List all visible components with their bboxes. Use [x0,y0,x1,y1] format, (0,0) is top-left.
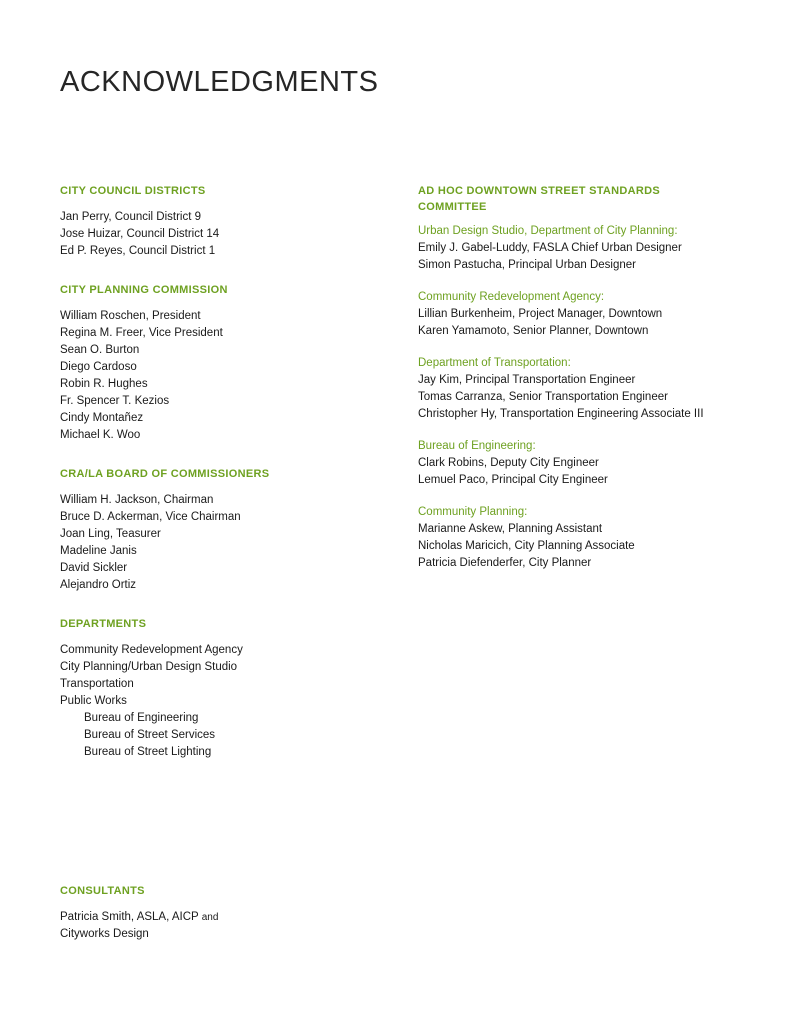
board-member: Joan Ling, Teasurer [60,528,161,540]
group-member: Marianne Askew, Planning Assistant [418,523,603,535]
consultant-name: Patricia Smith, ASLA, AICP [60,911,199,923]
group-member: Emily J. Gabel-Luddy, FASLA Chief Urban Designer [418,242,682,254]
right-column [418,183,748,587]
department-sub-item: Bureau of Engineering [84,712,199,724]
group-member: Lemuel Paco, Principal City Engineer [418,474,608,486]
commission-member: Cindy Montañez [60,412,144,424]
commission-member: Robin R. Hughes [60,378,148,390]
committee-group-urban-design [418,223,748,274]
consultant-line [60,909,400,926]
group-title: Department of Transportation: [418,357,571,369]
group-member: Karen Yamamoto, Senior Planner, Downtown [418,325,649,337]
departments-heading: DEPARTMENTS [60,618,147,630]
council-member: Jose Huizar, Council District 14 [60,228,220,240]
board-member: Bruce D. Ackerman, Vice Chairman [60,511,241,523]
left-column [60,183,400,965]
commission-member: Sean O. Burton [60,344,140,356]
committee-heading-line2: COMMITTEE [418,201,487,213]
group-title: Bureau of Engineering: [418,440,536,452]
commission-member: Diego Cardoso [60,361,137,373]
council-member: Jan Perry, Council District 9 [60,211,202,223]
committee-group-cra [418,289,748,340]
planning-commission-heading: CITY PLANNING COMMISSION [60,284,228,296]
committee-heading [418,183,748,215]
group-member: Christopher Hy, Transportation Engineering Associate III [418,408,704,420]
group-member: Nicholas Maricich, City Planning Associate [418,540,635,552]
committee-group-community-planning [418,504,748,572]
spacer [60,783,400,883]
department-item: Public Works [60,695,127,707]
consultants-section [60,883,400,943]
committee-heading-line1: AD HOC DOWNTOWN STREET STANDARDS [418,185,661,197]
board-member: Madeline Janis [60,545,137,557]
department-sub-item: Bureau of Street Lighting [84,746,212,758]
department-item: Transportation [60,678,134,690]
group-title: Urban Design Studio, Department of City Planning: [418,225,678,237]
group-member: Jay Kim, Principal Transportation Engineer [418,374,636,386]
planning-commission-section [60,282,400,444]
board-member: William H. Jackson, Chairman [60,494,214,506]
group-member: Patricia Diefenderfer, City Planner [418,557,592,569]
page-title: ACKNOWLEDGMENTS [60,66,379,98]
cra-board-heading: CRA/LA BOARD OF COMMISSIONERS [60,468,270,480]
department-sub-item: Bureau of Street Services [84,729,216,741]
consultant-and: and [201,912,219,923]
commission-member: William Roschen, President [60,310,201,322]
board-member: Alejandro Ortiz [60,579,137,591]
committee-group-engineering [418,438,748,489]
group-member: Tomas Carranza, Senior Transportation Engineer [418,391,668,403]
committee-group-transportation [418,355,748,423]
department-item: Community Redevelopment Agency [60,644,243,656]
commission-member: Michael K. Woo [60,429,141,441]
cra-board-section [60,466,400,594]
city-council-heading: CITY COUNCIL DISTRICTS [60,185,206,197]
board-member: David Sickler [60,562,128,574]
council-member: Ed P. Reyes, Council District 1 [60,245,216,257]
group-member: Simon Pastucha, Principal Urban Designer [418,259,636,271]
consultants-heading: CONSULTANTS [60,885,145,897]
commission-member: Fr. Spencer T. Kezios [60,395,170,407]
consultant-firm: Cityworks Design [60,928,149,940]
city-council-section [60,183,400,260]
commission-member: Regina M. Freer, Vice President [60,327,223,339]
departments-section [60,616,400,761]
group-title: Community Planning: [418,506,528,518]
group-member: Lillian Burkenheim, Project Manager, Downtown [418,308,663,320]
group-member: Clark Robins, Deputy City Engineer [418,457,599,469]
group-title: Community Redevelopment Agency: [418,291,605,303]
department-item: City Planning/Urban Design Studio [60,661,238,673]
